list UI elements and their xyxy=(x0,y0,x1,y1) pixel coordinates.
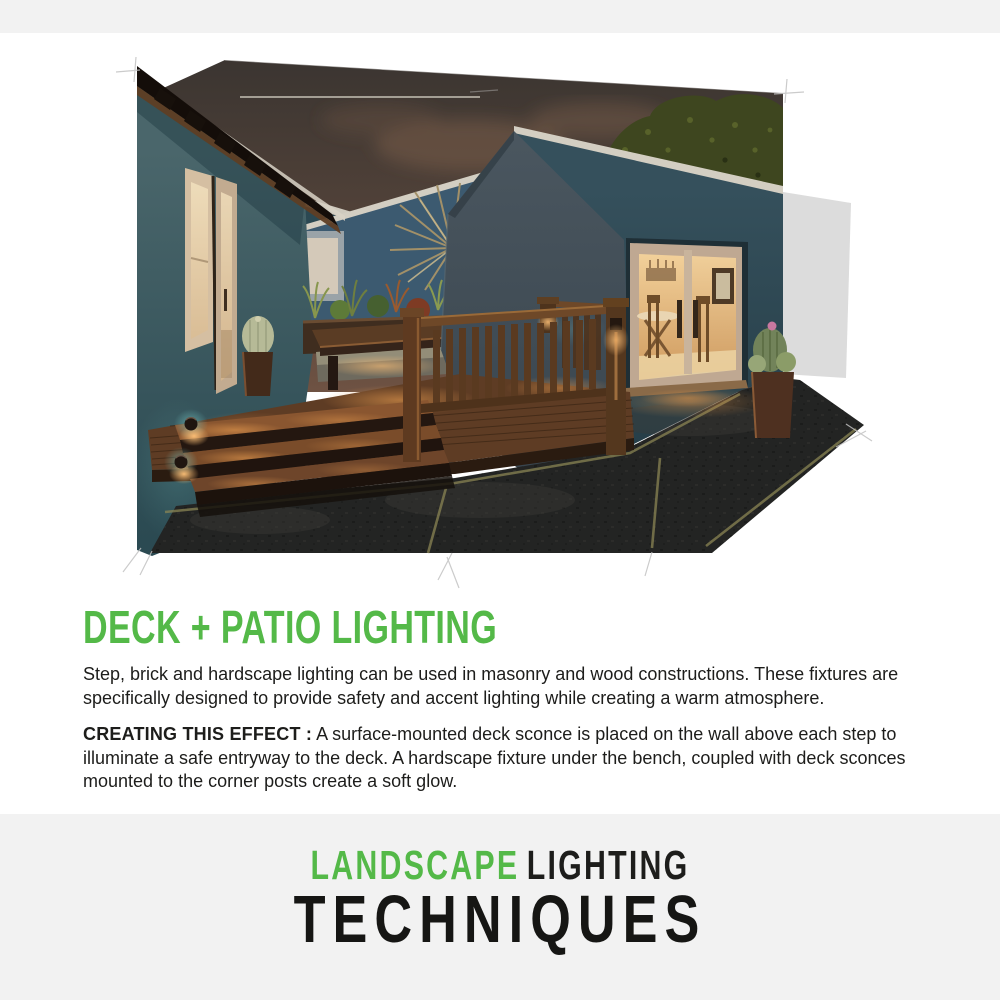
article xyxy=(83,601,928,794)
door-handle-left xyxy=(677,300,682,338)
door-handle-right xyxy=(693,300,698,338)
intro-paragraph: Step, brick and hardscape lighting can be used in masonry and wood constructions. These fixtures are specifically designed to provide safety and accent lighting while creating a warm atmosphere. xyxy=(83,664,899,708)
effect-body: A surface-mounted deck sconce is placed on the wall above each step to illuminate a safe entryway to the deck. A hardscape fixture under the bench, coupled with deck sconces mounted to the corner posts create a soft glow. xyxy=(83,724,906,791)
bench-hardscape-glow xyxy=(324,355,440,377)
top-margin-band xyxy=(0,0,1000,33)
door-handle xyxy=(224,289,227,311)
footer-band xyxy=(0,814,1000,1000)
left-glass-door xyxy=(216,177,237,394)
french-doors xyxy=(626,238,748,407)
left-window xyxy=(185,168,213,352)
brand-word-landscape: LANDSCAPE xyxy=(310,842,520,888)
planter-pot xyxy=(752,372,794,438)
brand-line xyxy=(130,842,870,888)
cactus-pot xyxy=(243,352,273,396)
effect-label: CREATING THIS EFFECT : xyxy=(83,724,313,744)
door-center-stile xyxy=(684,250,692,374)
series-title: TECHNIQUES xyxy=(293,882,707,957)
brand-word-lighting: LIGHTING xyxy=(526,842,690,888)
left-cactus xyxy=(242,316,274,396)
illustration-svg xyxy=(100,55,910,600)
right-backdrop-panel xyxy=(783,192,851,378)
page-title: DECK + PATIO LIGHTING xyxy=(83,601,498,653)
effect-paragraph xyxy=(83,723,928,794)
deck-patio-night-illustration xyxy=(100,55,910,600)
cactus-bloom xyxy=(768,322,777,331)
